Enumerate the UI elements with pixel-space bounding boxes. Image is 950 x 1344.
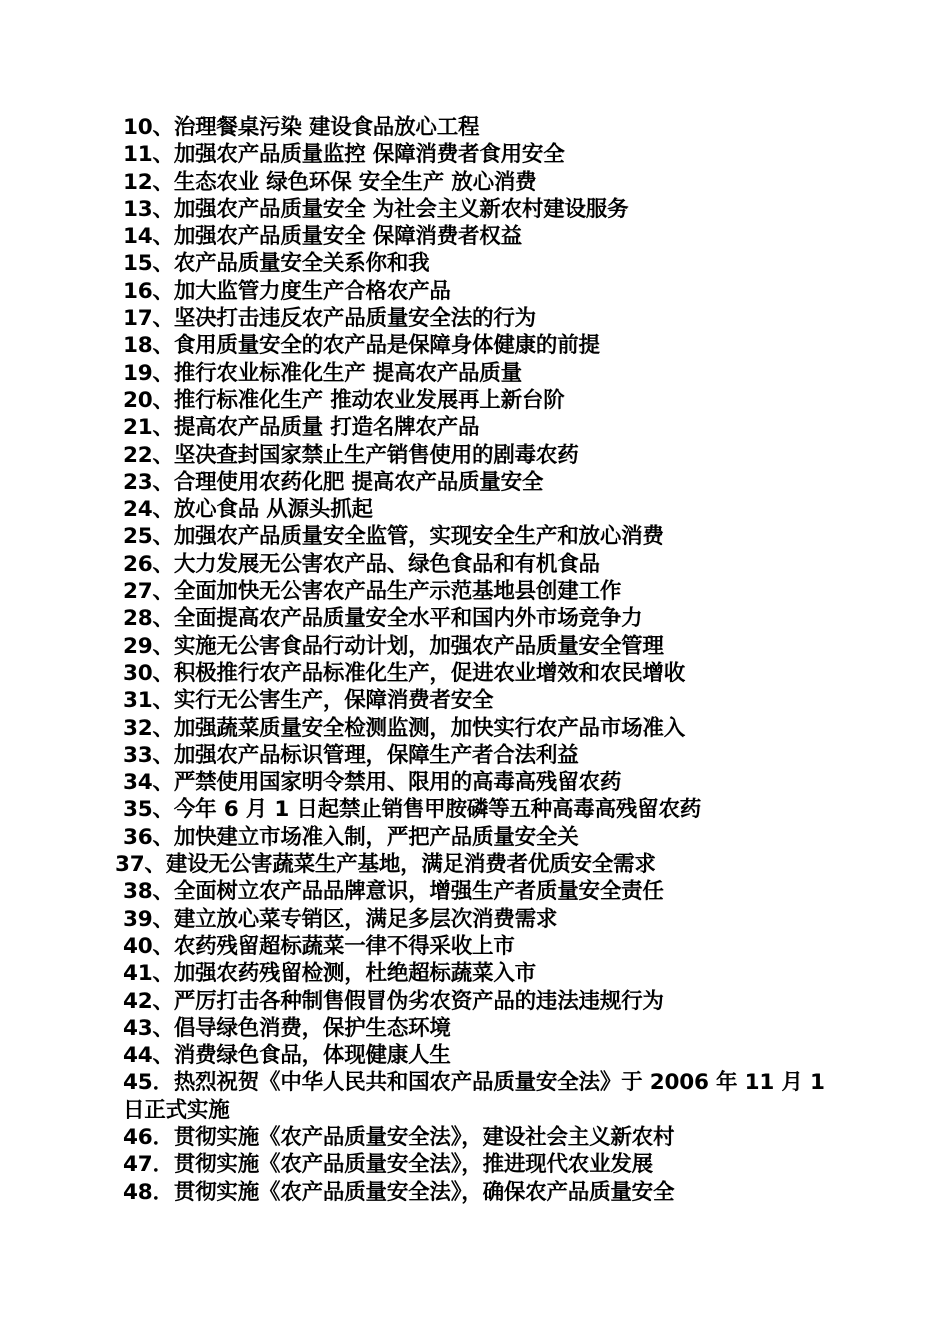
list-item: 30、积极推行农产品标准化生产，促进农业增效和农民增收	[123, 660, 686, 686]
list-item: 27、全面加快无公害农产品生产示范基地县创建工作	[123, 579, 622, 605]
list-item: 42、严厉打击各种制售假冒伪劣农资产品的违法违规行为	[123, 988, 664, 1014]
list-item: 10、治理餐桌污染 建设食品放心工程	[123, 115, 480, 140]
list-item: 15、农产品质量安全关系你和我	[123, 251, 430, 277]
list-item: 32、加强蔬菜质量安全检测监测，加快实行农产品市场准入	[123, 715, 686, 741]
list-item: 22、坚决查封国家禁止生产销售使用的剧毒农药	[123, 442, 579, 468]
list-item: 47．贯彻实施《农产品质量安全法》，推进现代农业发展	[123, 1152, 653, 1178]
list-item: 29、实施无公害食品行动计划，加强农产品质量安全管理	[123, 633, 664, 659]
list-item: 39、建立放心菜专销区，满足多层次消费需求	[123, 906, 558, 932]
list-item: 14、加强农产品质量安全 保障消费者权益	[123, 224, 522, 250]
list-item: 25、加强农产品质量安全监管，实现安全生产和放心消费	[123, 524, 664, 550]
slogan-list	[115, 114, 840, 1206]
list-item: 45．热烈祝贺《中华人民共和国农产品质量安全法》于 2006 年 11 月 1 日正式实施	[123, 1070, 825, 1123]
list-item: 33、加强农产品标识管理，保障生产者合法利益	[123, 742, 579, 768]
list-item: 38、全面树立农产品品牌意识，增强生产者质量安全责任	[123, 879, 664, 905]
list-item: 35、今年 6 月 1 日起禁止销售甲胺磷等五种高毒高残留农药	[123, 797, 702, 823]
list-item: 19、推行农业标准化生产 提高农产品质量	[123, 360, 522, 386]
list-item: 41、加强农药残留检测，杜绝超标蔬菜入市	[123, 961, 536, 987]
list-item: 43、倡导绿色消费，保护生态环境	[123, 1015, 451, 1041]
list-item: 34、严禁使用国家明令禁用、限用的高毒高残留农药	[123, 770, 622, 796]
list-item: 37、建设无公害蔬菜生产基地，满足消费者优质安全需求	[115, 852, 656, 878]
list-item: 31、实行无公害生产，保障消费者安全	[123, 688, 494, 714]
list-item: 18、食用质量安全的农产品是保障身体健康的前提	[123, 333, 600, 359]
list-item: 21、提高农产品质量 打造名牌农产品	[123, 415, 480, 441]
list-item: 26、大力发展无公害农产品、绿色食品和有机食品	[123, 551, 600, 577]
list-item: 11、加强农产品质量监控 保障消费者食用安全	[123, 142, 565, 168]
list-item: 48．贯彻实施《农产品质量安全法》，确保农产品质量安全	[123, 1179, 675, 1205]
list-item: 36、加快建立市场准入制，严把产品质量安全关	[123, 824, 579, 850]
list-item: 46．贯彻实施《农产品质量安全法》，建设社会主义新农村	[123, 1124, 675, 1150]
list-item: 13、加强农产品质量安全 为社会主义新农村建设服务	[123, 196, 629, 222]
list-item: 16、加大监管力度生产合格农产品	[123, 278, 451, 304]
list-item: 23、合理使用农药化肥 提高农产品质量安全	[123, 469, 544, 495]
list-item: 44、消费绿色食品，体现健康人生	[123, 1043, 451, 1069]
list-item: 20、推行标准化生产 推动农业发展再上新台阶	[123, 387, 565, 413]
list-item: 12、生态农业 绿色环保 安全生产 放心消费	[123, 169, 537, 195]
list-item: 24、放心食品 从源头抓起	[123, 497, 373, 523]
list-item: 40、农药残留超标蔬菜一律不得采收上市	[123, 933, 515, 959]
list-item: 28、全面提高农产品质量安全水平和国内外市场竞争力	[123, 606, 643, 632]
list-item: 17、坚决打击违反农产品质量安全法的行为	[123, 306, 536, 332]
